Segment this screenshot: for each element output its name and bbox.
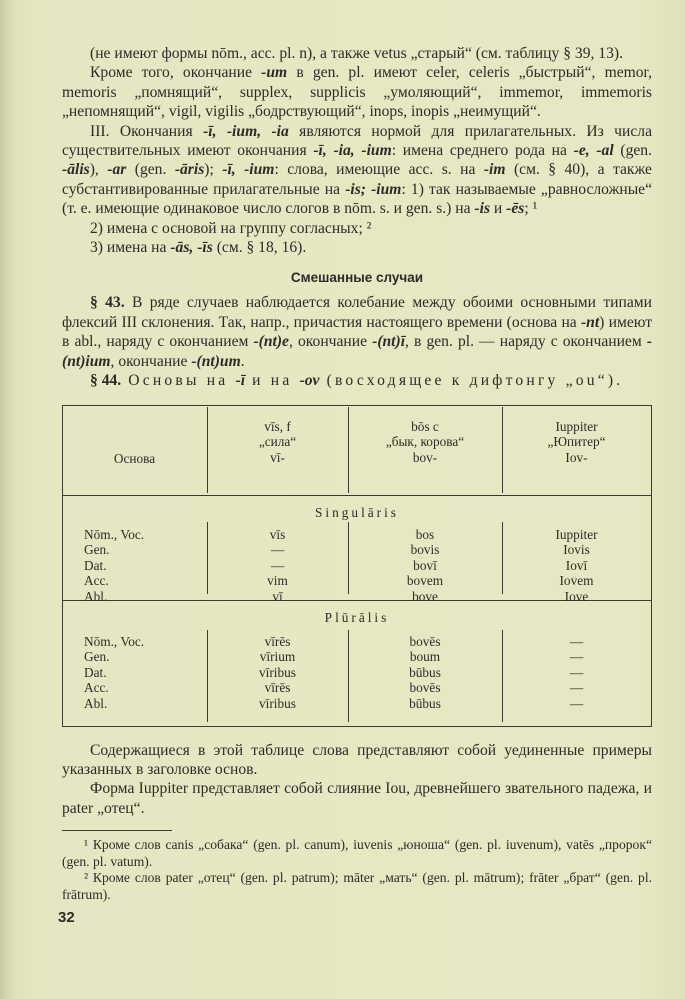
text-run: (см. § 18, 16). [212, 239, 307, 257]
ending-emphasis: -ēs [506, 200, 525, 218]
form-cell: — [270, 542, 285, 558]
ending-emphasis: -(nt)ium [62, 333, 653, 370]
form-column [348, 527, 502, 605]
text-block-top [62, 44, 652, 257]
table-rule-bottom [62, 726, 652, 727]
form-column [207, 634, 348, 712]
ending-emphasis: -(nt)ī [372, 333, 406, 351]
form-column [502, 527, 651, 605]
ending-emphasis: -ī [235, 372, 246, 390]
form-cell: Iuppiter [555, 526, 598, 542]
text-run: В ряде случаев наблюдается колебание между обоими основными типами флексий III склонения. Так, напр., причастия настоящего времени (основа на [62, 294, 653, 331]
footnote-2: ² Кроме слов pater „отец“ (gen. pl. patrum); māter „мать“ (gen. pl. mātrum); frāter „брат“ (gen. pl. frātrum). [62, 870, 652, 902]
form-column [502, 634, 651, 712]
ending-emphasis: -ov [299, 372, 320, 390]
ending-emphasis: -is [474, 200, 491, 218]
form-cell: — [569, 695, 584, 711]
text-run: ) имеют в abl., наряду с окончанием [62, 313, 653, 351]
paragraph [62, 63, 652, 121]
form-cell: — [569, 649, 584, 665]
case-label: Abl. [84, 588, 108, 604]
text-run: ), [89, 161, 108, 179]
text-run: (восходящее к дифтонгу „ou“). [319, 372, 624, 390]
header-word: vīs, f [264, 418, 291, 434]
section-number: § 44. [90, 372, 122, 390]
ending-emphasis: -is; -ium [345, 180, 402, 198]
ending-emphasis: -ālis [62, 161, 90, 179]
footnote-rule [62, 830, 172, 831]
case-label: Gen. [84, 542, 110, 558]
form-cell: boum [409, 649, 441, 665]
ending-emphasis: -(nt)e [253, 333, 289, 351]
text-run: Кроме того, окончание [90, 64, 262, 82]
ending-emphasis: -ī, -ia, -ium [313, 142, 392, 160]
declension-table [62, 405, 652, 727]
form-cell: bovem [406, 573, 444, 589]
header-gloss: „бык, корова“ [385, 434, 465, 450]
case-label: Abl. [84, 695, 108, 711]
table-border-right [651, 405, 652, 727]
text-run: (gen. [126, 161, 175, 179]
case-labels-singular [84, 527, 202, 605]
case-label: Acc. [84, 573, 109, 589]
section-number: § 43. [90, 294, 125, 312]
text-run: (gen. [613, 142, 652, 160]
ending-emphasis: -um [261, 64, 288, 82]
text-run: . [240, 352, 245, 370]
book-page [58, 0, 653, 947]
text-block-paragraphs-43-44 [62, 293, 652, 390]
form-cell: vīrēs [264, 633, 291, 649]
text-run: в gen. pl. имеют celer, celeris „быстрый“, memor, memoris „помнящий“, supplex, supplicis „умоляющий“, immemor, immemoris „непомнящий“, vigil, vigilis „бодрствующий“, inops, inopis „неимущий“. [62, 64, 653, 121]
ending-emphasis: -ar [107, 161, 127, 179]
ending-emphasis: -āris [174, 161, 205, 179]
form-cell: Iove [564, 588, 589, 604]
text-run: ; ¹ [524, 200, 538, 218]
form-column [348, 634, 502, 712]
text-run: 2) имена с основой на группу согласных; ² [90, 219, 372, 237]
form-cell: vīribus [259, 695, 296, 711]
table-rule-header [62, 495, 652, 496]
plural-label: Plūrālis [324, 609, 390, 625]
text-run: Форма Iuppiter представляет собой слияние Iou, древнейшего звательного падежа, и pater „отец“. [62, 780, 652, 817]
case-label: Nōm., Voc. [84, 526, 145, 542]
column-header [502, 419, 651, 466]
header-stem: vī- [270, 449, 285, 465]
form-cell: Iovem [559, 573, 594, 589]
case-label: Dat. [84, 664, 107, 680]
header-stem: Iov- [565, 449, 588, 465]
text-run: : 1) так называемые „равносложные“ (т. е. имеющие одинаковое число слогов в nōm. s. и gen. s.) на [62, 180, 653, 218]
form-cell: bos [415, 526, 435, 542]
form-cell: vīrium [259, 649, 296, 665]
text-run: Содержащиеся в этой таблице слова представляют собой уединенные примеры указанных в заголовке основ. [62, 741, 652, 778]
text-run: 3) имена на [90, 239, 171, 257]
text-run: : слова, имеющие acc. s. на [274, 161, 484, 179]
paragraph [62, 122, 652, 219]
text-run: и [490, 200, 507, 218]
ending-emphasis: -nt [580, 313, 600, 331]
paragraph [62, 238, 652, 257]
footnotes [62, 837, 652, 903]
ending-emphasis: -ī, -ium, -ia [203, 122, 289, 140]
form-cell: bovēs [409, 633, 441, 649]
form-cell: Iovī [565, 557, 588, 573]
case-labels-plural [84, 634, 202, 712]
paragraph [62, 371, 652, 390]
text-run: (не имеют формы nōm., acc. pl. n), а также vetus „старый“ (см. таблицу § 39, 13). [90, 45, 623, 62]
form-cell: Iovis [563, 542, 590, 558]
text-run: : имена среднего рода на [391, 142, 574, 160]
form-cell: bovī [413, 557, 437, 573]
form-cell: vī [272, 588, 283, 604]
form-cell: bove [412, 588, 438, 604]
text-run: , окончание [288, 333, 373, 351]
section-heading: Смешанные случаи [290, 270, 424, 286]
case-label: Dat. [84, 557, 107, 573]
table-rule-top [62, 405, 652, 406]
form-cell: būbus [409, 664, 441, 680]
paragraph [62, 293, 652, 371]
page-number: 32 [58, 909, 75, 927]
ending-emphasis: -im [483, 161, 506, 179]
text-run: и на [245, 372, 300, 390]
form-cell: — [569, 633, 584, 649]
column-header [207, 419, 348, 466]
text-run: (см. § 40), а также субстантивированные прилагательные на [62, 161, 652, 198]
ending-emphasis: -(nt)um [191, 352, 241, 370]
case-label: Gen. [84, 649, 110, 665]
footnote-1: ¹ Кроме слов canis „собака“ (gen. pl. canum), iuvenis „юноша“ (gen. pl. iuvenum), vatēs „пророк“ (gen. pl. vatum). [62, 837, 652, 869]
text-run: Основы на [121, 372, 236, 390]
paragraph [62, 779, 652, 818]
form-cell: — [270, 557, 285, 573]
form-cell: vīs [269, 526, 286, 542]
form-cell: vīribus [259, 664, 296, 680]
header-gloss: „Юпитер“ [547, 434, 606, 450]
paragraph [62, 219, 652, 238]
text-block-after-table [62, 741, 652, 819]
ending-emphasis: -ī, -ium [222, 161, 275, 179]
singular-label: Singulāris [315, 504, 399, 520]
text-run: , окончание [110, 352, 192, 370]
text-run: , в gen. pl. — наряду с окончанием [405, 333, 647, 351]
form-cell: — [569, 664, 584, 680]
paragraph [62, 741, 652, 780]
header-stem: bov- [412, 449, 438, 465]
column-header [348, 419, 502, 466]
header-gloss: „сила“ [258, 434, 297, 450]
ending-emphasis: -e, -al [573, 142, 614, 160]
form-cell: vīrēs [264, 680, 291, 696]
form-column [207, 527, 348, 605]
stem-label: Основа [113, 450, 156, 466]
text-run: ); [204, 161, 223, 179]
ending-emphasis: -ās, -īs [170, 239, 213, 257]
form-cell: vim [267, 573, 288, 589]
header-word: bōs c [411, 418, 439, 434]
form-cell: — [569, 680, 584, 696]
text-run: являются нормой для прилагательных. Из числа существительных имеют окончания [62, 122, 652, 160]
form-cell: bovis [410, 542, 440, 558]
text-run: III. Окончания [90, 122, 204, 140]
paragraph [62, 44, 652, 63]
form-cell: būbus [409, 695, 441, 711]
case-label: Acc. [84, 680, 109, 696]
case-label: Nōm., Voc. [84, 633, 145, 649]
form-cell: bovēs [409, 680, 441, 696]
header-word: Iuppiter [555, 418, 598, 434]
